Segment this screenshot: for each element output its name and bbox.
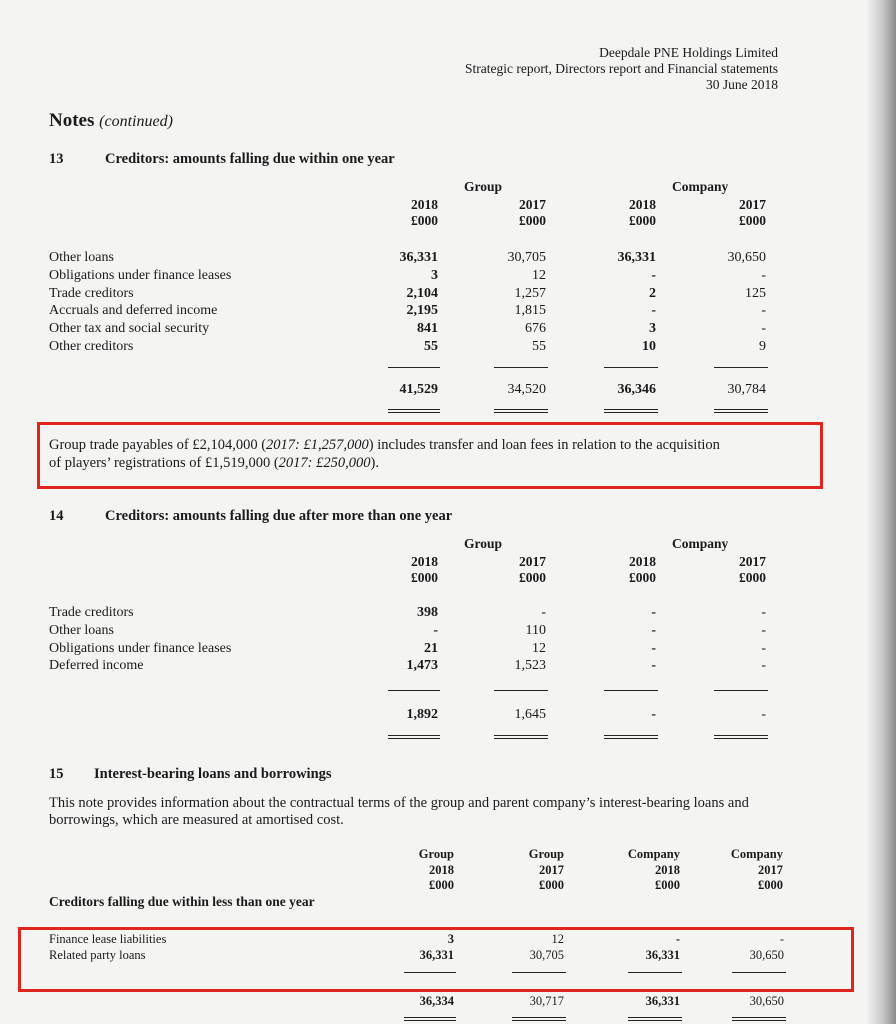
total-double-rule <box>604 409 658 413</box>
text-run-italic: 2017: £1,257,000 <box>266 437 369 453</box>
cell: 30,705 <box>507 250 546 265</box>
col-unit: £000 <box>629 213 656 228</box>
subtotal-rule <box>714 690 768 691</box>
note13-total: 34,520 <box>507 382 546 397</box>
note14-col-company-2017 <box>688 604 766 675</box>
row-label: Other tax and social security <box>49 321 210 337</box>
cell: 36,331 <box>419 947 454 962</box>
cell: - <box>651 658 656 674</box>
cell: - <box>761 303 766 319</box>
note14-col-group-2018 <box>360 604 438 675</box>
cell: 1,815 <box>514 303 546 319</box>
col-unit: £000 <box>519 570 546 585</box>
note13-col-header <box>598 197 656 229</box>
note15-intro-line2: borrowings, which are measured at amortised cost. <box>49 812 344 828</box>
text-run: of players’ registrations of £1,519,000 ( <box>49 455 279 471</box>
cell: - <box>761 321 766 337</box>
cell: - <box>541 605 546 620</box>
note13-col-group-2017 <box>468 249 546 356</box>
note15-intro-line1: This note provides information about the contractual terms of the group and parent company’s interest-bearing loans and <box>49 795 749 811</box>
cell: 3 <box>447 932 454 946</box>
total-double-rule <box>388 735 440 739</box>
note15-number: 15 <box>49 766 64 782</box>
note15-col-company-2018 <box>602 932 680 963</box>
note13-labels <box>49 249 231 356</box>
row-label: Obligations under finance leases <box>49 640 232 656</box>
col-year: 2017 <box>739 197 766 212</box>
total-double-rule <box>714 409 768 413</box>
subtotal-rule <box>388 690 440 691</box>
note13-col-company-2017 <box>688 249 766 356</box>
col-year: 2017 <box>758 862 783 877</box>
note14-col-header <box>598 554 656 586</box>
cell: 3 <box>431 267 438 283</box>
text-run: ) includes transfer and loan fees in relation to the acquisition <box>368 437 720 453</box>
header-date: 30 June 2018 <box>706 77 778 92</box>
row-label: Related party loans <box>49 947 146 962</box>
cell: 1,523 <box>514 658 546 674</box>
note14-col-header <box>708 554 766 586</box>
cell: - <box>651 622 656 638</box>
cell: 55 <box>424 338 438 354</box>
subtotal-rule <box>494 690 548 691</box>
total-double-rule <box>494 735 548 739</box>
cell: 36,331 <box>645 947 680 962</box>
cell: 30,650 <box>749 947 784 962</box>
col-year: 2017 <box>519 197 546 212</box>
row-label: Trade creditors <box>49 605 134 620</box>
row-label: Accruals and deferred income <box>49 303 218 319</box>
note13-col-group-2018 <box>360 249 438 356</box>
subtotal-rule <box>388 367 440 368</box>
col-year: 2018 <box>429 862 454 877</box>
page-edge-shadow <box>866 0 896 1024</box>
note14-company-label: Company <box>672 536 729 551</box>
note13-col-header <box>380 197 438 229</box>
row-label: Finance lease liabilities <box>49 932 167 946</box>
subtotal-rule <box>404 972 456 973</box>
note15-col-group-2018 <box>376 932 454 963</box>
note13-col-company-2018 <box>578 249 656 356</box>
total-double-rule <box>714 735 768 739</box>
cell: 55 <box>532 338 546 354</box>
subtotal-rule <box>604 690 658 691</box>
total-double-rule <box>404 1017 456 1021</box>
note13-number: 13 <box>49 151 64 167</box>
cell: 2,195 <box>406 303 438 319</box>
col-year: 2017 <box>519 554 546 569</box>
cell: 110 <box>525 622 546 638</box>
note13-col-header <box>488 197 546 229</box>
col-year: 2018 <box>411 554 438 569</box>
col-year: 2018 <box>411 197 438 212</box>
cell: 12 <box>532 267 546 283</box>
cell: 1,473 <box>406 658 438 674</box>
note15-labels <box>49 932 166 963</box>
notes-title <box>49 110 173 132</box>
note13-company-label: Company <box>672 179 729 194</box>
cell: 398 <box>417 605 438 620</box>
col-year: 2018 <box>629 197 656 212</box>
cell: - <box>761 622 766 638</box>
cell: 30,705 <box>529 947 564 962</box>
col-unit: £000 <box>411 570 438 585</box>
note13-total: 36,346 <box>617 382 656 397</box>
cell: 12 <box>532 640 546 656</box>
note15-total: 36,334 <box>419 994 454 1008</box>
row-label: Other loans <box>49 622 114 638</box>
note15-col-company-2017 <box>706 932 784 963</box>
note14-total: 1,645 <box>514 707 546 722</box>
col-unit: £000 <box>758 878 783 892</box>
note13-title: Creditors: amounts falling due within one year <box>105 151 395 167</box>
subtotal-rule <box>714 367 768 368</box>
cell: 1,257 <box>514 285 546 301</box>
total-double-rule <box>732 1017 786 1021</box>
cell: 676 <box>525 321 546 337</box>
note15-subheading: Creditors falling due within less than one year <box>49 894 315 909</box>
total-double-rule <box>512 1017 566 1021</box>
note14-total: 1,892 <box>406 707 438 722</box>
note13-total: 41,529 <box>399 382 438 397</box>
cell: - <box>651 267 656 283</box>
note15-col-group-2017 <box>486 932 564 963</box>
total-double-rule <box>628 1017 682 1021</box>
row-label: Deferred income <box>49 658 144 674</box>
col-unit: £000 <box>655 878 680 892</box>
cell: - <box>761 640 766 656</box>
note14-col-header <box>488 554 546 586</box>
note14-col-header <box>380 554 438 586</box>
col-unit: £000 <box>739 570 766 585</box>
note13-total: 30,784 <box>727 382 766 397</box>
header-company: Deepdale PNE Holdings Limited <box>599 45 778 60</box>
text-run-italic: 2017: £250,000 <box>278 455 371 471</box>
subtotal-rule <box>512 972 566 973</box>
row-label: Other creditors <box>49 338 134 354</box>
cell: 12 <box>551 932 564 946</box>
note14-title: Creditors: amounts falling due after more than one year <box>105 508 453 524</box>
trade-payables-note-line2 <box>49 454 379 472</box>
cell: - <box>651 640 656 656</box>
cell: 2 <box>649 285 656 301</box>
note14-col-company-2018 <box>578 604 656 675</box>
cell: - <box>651 303 656 319</box>
note14-labels <box>49 604 231 675</box>
subtotal-rule <box>494 367 548 368</box>
cell: 9 <box>759 338 766 354</box>
col-entity: Group <box>418 847 454 861</box>
note15-total: 30,717 <box>529 994 564 1008</box>
note15-col-header <box>600 847 680 894</box>
cell: 3 <box>649 321 656 337</box>
note15-col-header <box>703 847 783 894</box>
cell: 21 <box>424 640 438 656</box>
row-label: Other loans <box>49 250 114 265</box>
cell: - <box>761 658 766 674</box>
col-year: 2018 <box>629 554 656 569</box>
cell: 36,331 <box>399 250 438 265</box>
col-entity: Company <box>730 847 783 861</box>
note14-total: - <box>651 707 656 722</box>
cell: 125 <box>745 285 766 301</box>
col-entity: Company <box>627 847 680 861</box>
col-unit: £000 <box>429 878 454 892</box>
subtotal-rule <box>628 972 682 973</box>
total-double-rule <box>604 735 658 739</box>
total-double-rule <box>494 409 548 413</box>
text-run: ). <box>370 455 379 471</box>
subtotal-rule <box>604 367 658 368</box>
notes-suffix: (continued) <box>99 113 173 130</box>
cell: 30,650 <box>727 250 766 265</box>
cell: - <box>675 932 680 946</box>
col-year: 2017 <box>739 554 766 569</box>
cell: 36,331 <box>617 250 656 265</box>
text-run: Group trade payables of £2,104,000 ( <box>49 437 267 453</box>
header-report: Strategic report, Directors report and Financial statements <box>464 61 778 76</box>
cell: 2,104 <box>406 285 438 301</box>
note14-total: - <box>761 707 766 722</box>
col-unit: £000 <box>411 213 438 228</box>
cell: - <box>651 605 656 620</box>
row-label: Obligations under finance leases <box>49 267 232 283</box>
col-unit: £000 <box>519 213 546 228</box>
note13-group-label: Group <box>464 179 503 194</box>
note14-group-label: Group <box>464 536 503 551</box>
note15-total: 36,331 <box>645 994 680 1008</box>
row-label: Trade creditors <box>49 285 134 301</box>
total-double-rule <box>388 409 440 413</box>
col-unit: £000 <box>539 878 564 892</box>
note13-col-header <box>708 197 766 229</box>
cell: - <box>761 267 766 283</box>
cell: 841 <box>417 321 438 337</box>
notes-title-text: Notes <box>49 110 95 131</box>
cell: - <box>433 622 438 638</box>
cell: - <box>761 605 766 620</box>
col-unit: £000 <box>739 213 766 228</box>
note14-number: 14 <box>49 508 64 524</box>
trade-payables-note-line1 <box>49 436 720 454</box>
note15-title: Interest-bearing loans and borrowings <box>94 766 332 782</box>
note15-col-header <box>490 847 564 894</box>
subtotal-rule <box>732 972 786 973</box>
note15-total: 30,650 <box>749 994 784 1008</box>
col-year: 2017 <box>539 862 564 877</box>
col-entity: Group <box>528 847 564 861</box>
cell: - <box>779 932 784 946</box>
col-year: 2018 <box>655 862 680 877</box>
note15-col-header <box>380 847 454 894</box>
note14-col-group-2017 <box>468 604 546 675</box>
cell: 10 <box>642 338 656 354</box>
col-unit: £000 <box>629 570 656 585</box>
